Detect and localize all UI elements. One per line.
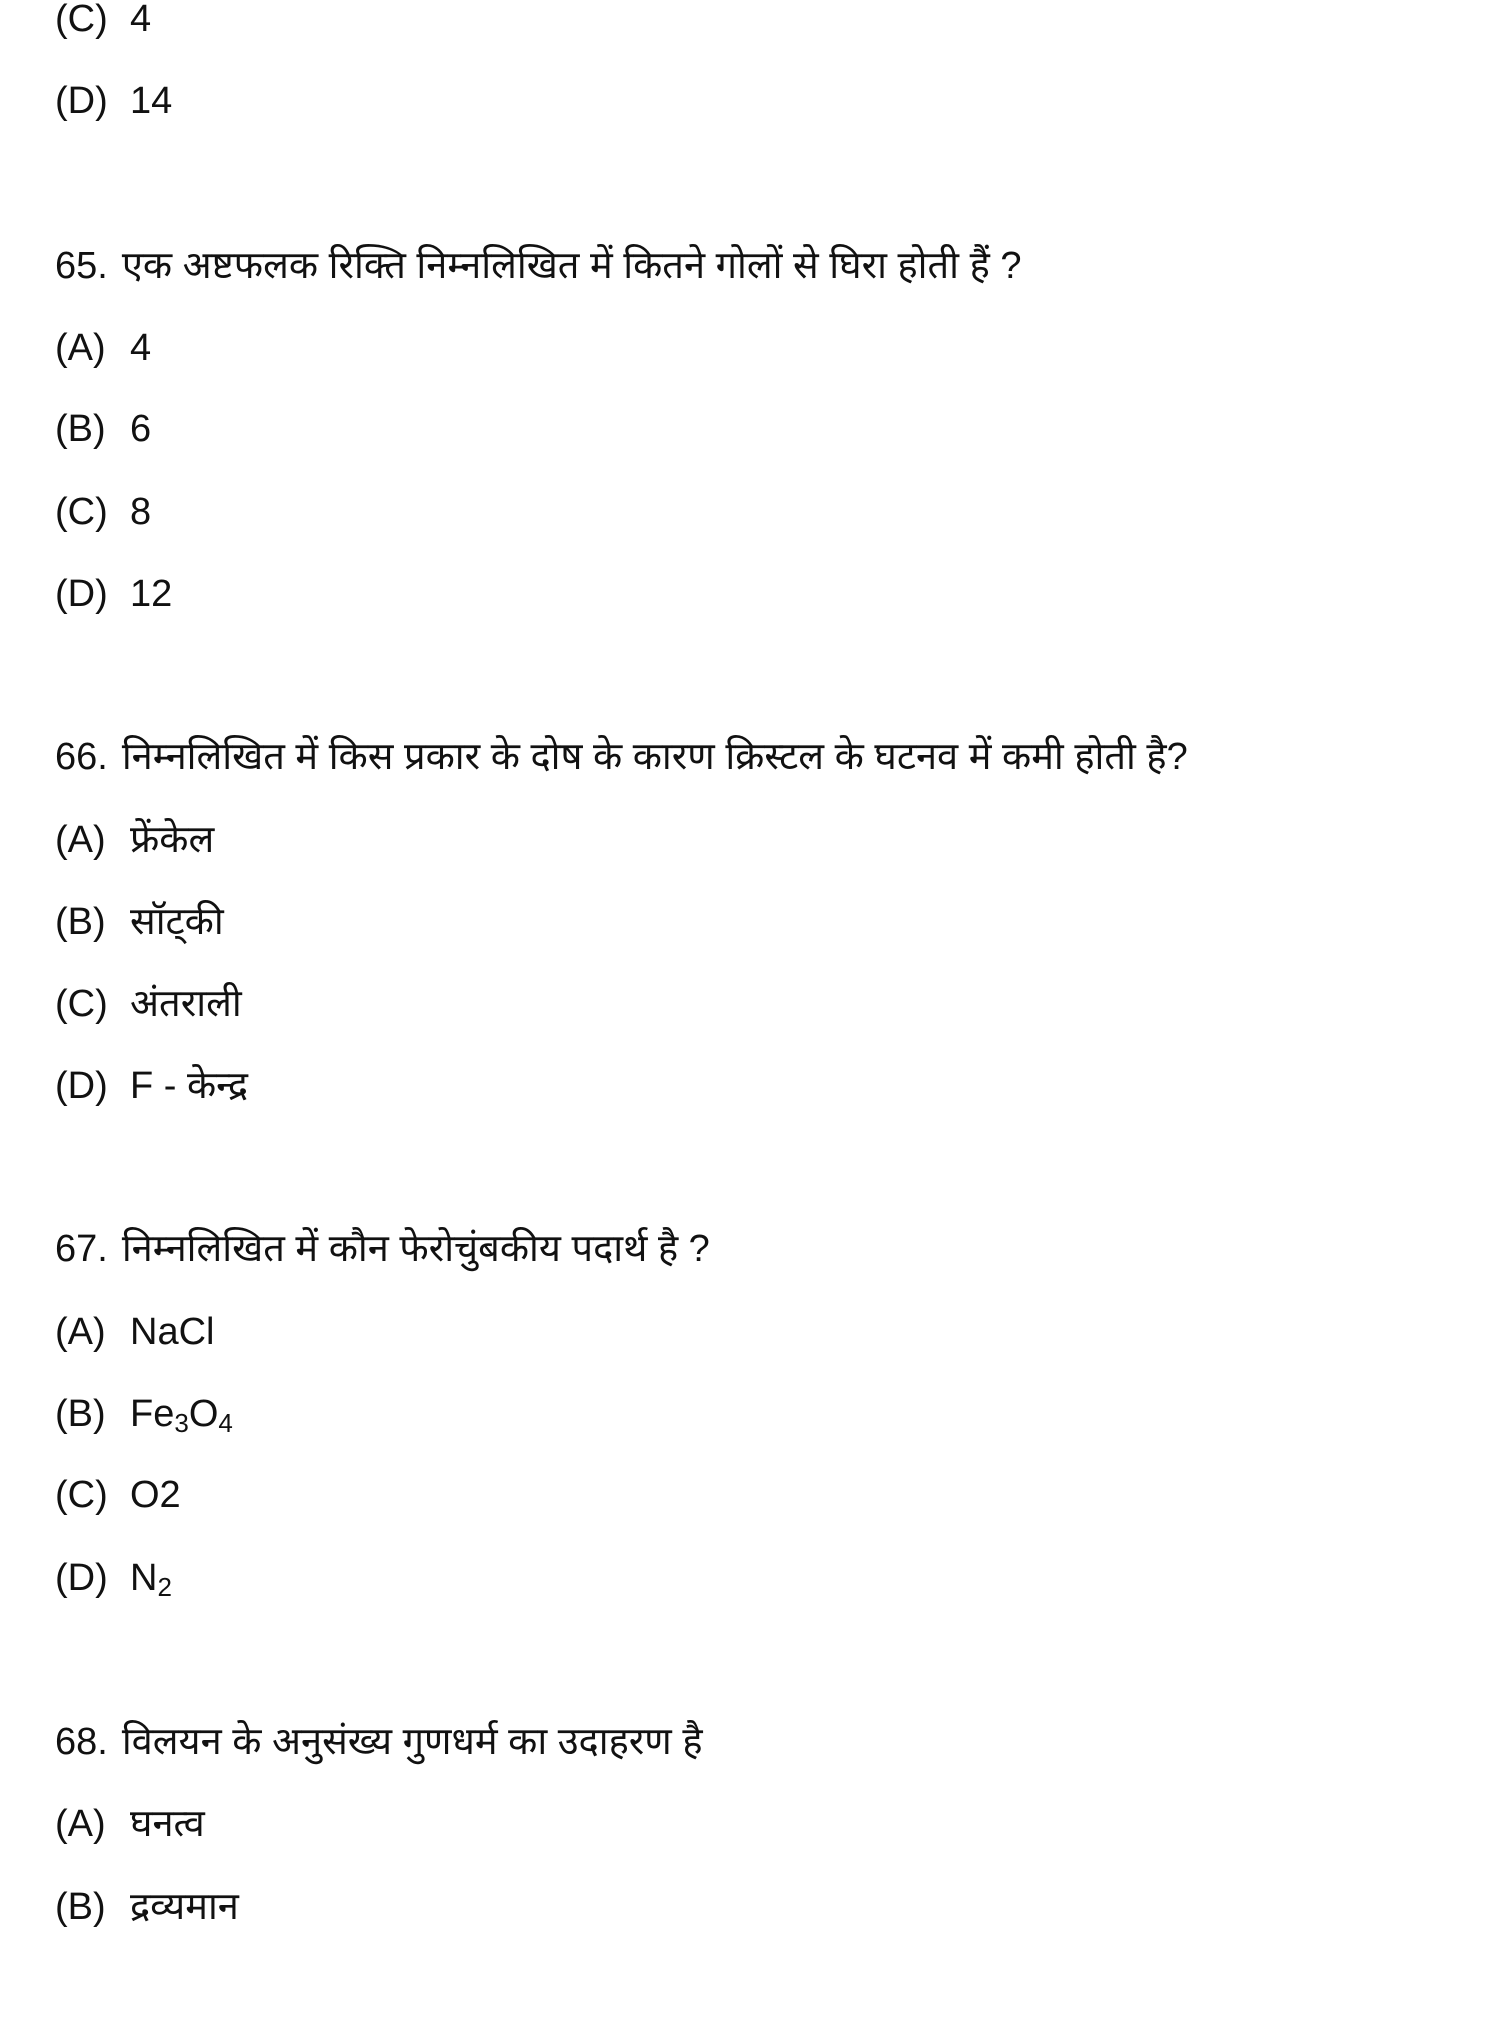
option-line: [55, 1553, 172, 1603]
option-line: [55, 815, 214, 865]
option-label: (B): [55, 1393, 106, 1435]
option-line: [55, 404, 151, 454]
option-label: (D): [55, 80, 108, 122]
option-text: फ्रेंकेल: [130, 819, 215, 861]
option-label: (B): [55, 901, 106, 943]
option-label: (D): [55, 1557, 108, 1599]
option-text: 8: [130, 491, 152, 533]
question-text: निम्नलिखित में किस प्रकार के दोष के कारण क्रिस्टल के घटनव में कमी होती है?: [121, 736, 1188, 778]
option-label: (D): [55, 1065, 108, 1107]
option-label: (A): [55, 1311, 106, 1353]
option-label: (C): [55, 1474, 108, 1516]
option-line: [55, 1799, 205, 1849]
formula-part: Fe: [130, 1393, 175, 1435]
subscript: 2: [157, 1572, 172, 1602]
option-line: [55, 1061, 248, 1111]
option-text: 6: [130, 408, 152, 450]
question-67: [55, 1224, 710, 1274]
option-text: F - केन्द्र: [130, 1065, 249, 1107]
option-text: 4: [130, 327, 152, 369]
option-label: (B): [55, 408, 106, 450]
option-label: (D): [55, 573, 108, 615]
option-line: [55, 979, 242, 1029]
option-label: (A): [55, 1803, 106, 1845]
question-68: [55, 1717, 703, 1767]
option-text: अंतराली: [130, 983, 242, 1025]
option-line: [55, 323, 151, 373]
question-65: [55, 241, 1021, 291]
subscript: 3: [174, 1408, 189, 1438]
option-line: [55, 0, 151, 44]
option-text: 12: [130, 573, 173, 615]
option-line: [55, 569, 172, 619]
question-text: निम्नलिखित में कौन फेरोचुंबकीय पदार्थ है ?: [121, 1228, 710, 1270]
question-66: [55, 732, 1188, 782]
question-number: 68.: [55, 1721, 108, 1763]
option-line: [55, 1389, 233, 1439]
option-line: [55, 76, 172, 126]
subscript: 4: [218, 1408, 233, 1438]
option-label: (C): [55, 983, 108, 1025]
option-line: [55, 487, 151, 537]
option-line: [55, 897, 224, 947]
option-text: O2: [130, 1474, 181, 1516]
option-label: (C): [55, 0, 108, 40]
formula-part: N: [130, 1557, 158, 1599]
option-text: द्रव्यमान: [130, 1886, 239, 1928]
option-label: (B): [55, 1886, 106, 1928]
option-line: [55, 1307, 214, 1357]
option-text: 14: [130, 80, 173, 122]
option-label: (A): [55, 819, 106, 861]
option-text: 4: [130, 0, 152, 40]
option-line: [55, 1882, 239, 1932]
option-label: (A): [55, 327, 106, 369]
question-number: 67.: [55, 1228, 108, 1270]
question-number: 65.: [55, 245, 108, 287]
option-text: सॉट्की: [130, 901, 224, 943]
option-line: [55, 1470, 181, 1520]
option-text: [130, 1393, 233, 1438]
option-text: NaCl: [130, 1311, 215, 1353]
option-text: [130, 1557, 172, 1602]
option-label: (C): [55, 491, 108, 533]
question-text: एक अष्टफलक रिक्ति निम्नलिखित में कितने गोलों से घिरा होती हैं ?: [121, 245, 1022, 287]
question-number: 66.: [55, 736, 108, 778]
formula-part: O: [188, 1393, 219, 1435]
question-text: विलयन के अनुसंख्य गुणधर्म का उदाहरण है: [121, 1721, 703, 1763]
option-text: घनत्व: [130, 1803, 205, 1845]
